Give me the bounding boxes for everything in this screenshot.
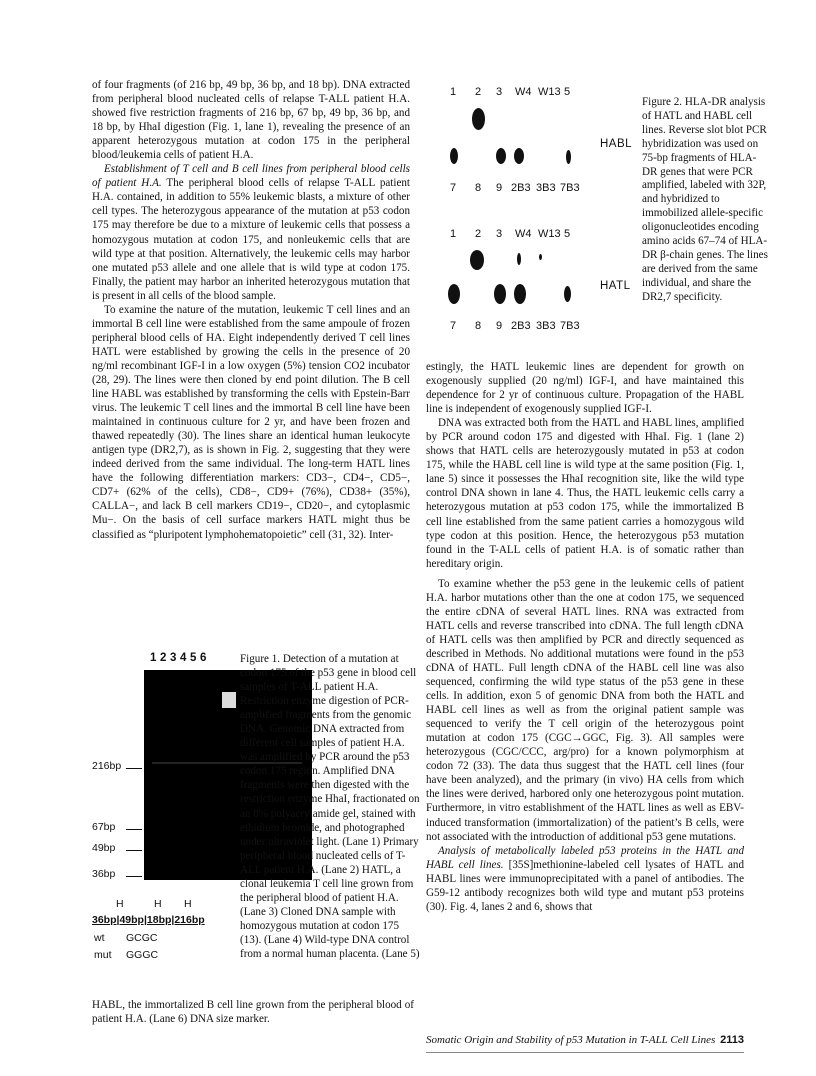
hybridization-spot: [448, 284, 460, 304]
hybridization-spot: [472, 108, 485, 130]
mut-label: mut: [94, 949, 112, 961]
lane-label: 2B3: [511, 182, 531, 194]
fragment-map: 36bp|49bp|18bp|216bp: [92, 914, 205, 926]
size-marker-tick: [126, 768, 142, 769]
lane-label: 5: [564, 228, 571, 240]
right-text-column: [426, 360, 744, 914]
hybridization-spot: [450, 148, 458, 164]
lane-label: 3: [496, 228, 503, 240]
size-marker-label: 67bp: [92, 821, 116, 833]
gel-band: [222, 692, 236, 708]
hybridization-spot: [470, 250, 484, 270]
hatl-label: HATL: [600, 280, 631, 292]
lane-label: 8: [475, 182, 482, 194]
hybridization-spot: [564, 286, 571, 302]
figure-1-caption-continued: HABL, the immortalized B cell line grown from the peripheral blood of patient H.A. (Lane 6) DNA size marker.: [92, 999, 414, 1026]
hybridization-spot: [517, 253, 521, 265]
lane-label: W13: [538, 86, 561, 98]
page-number: 2113: [720, 1034, 744, 1046]
figure-2-caption: Figure 2. HLA-DR analysis of HATL and HABL cell lines. Reverse slot blot PCR hybridization was used on 75-bp fragments of HLA-DR genes that were PCR amplified, labeled with 32P, and hybridized to immobilized allele-specific oligonucleotides encoding amino acids 67–74 of HLA-DR β-chain genes. The lines are derived from the same individual, and share the DR2,7 specificity.: [642, 96, 768, 303]
lane-label: 3B3: [536, 182, 556, 194]
hybridization-spot: [494, 284, 506, 304]
figure-1-caption: Figure 1. Detection of a mutation at codon 175 of the p53 gene in blood cell samples of T-ALL patient H.A. Restriction enzyme digestion of PCR-amplified fragments from the genomic DNA. Genomic DNA extracted from different cell samples of patient H.A. was amplified by PCR around the p53 codon 175 region. Amplified DNA fragments were then digested with the restriction enzyme HhaI, fractionated on an 8% polyacrylamide gel, stained with ethidium bromide, and photographed under ultraviolet light. (Lane 1) Primary peripheral blood nucleated cells of T-ALL patient H.A. (Lane 2) HATL, a clonal leukemia T cell line grown from the peripheral blood of patient H.A. (Lane 3) Cloned DNA sample with homozygous mutation at codon 175 (13). (Lane 4) Wild-type DNA control from a normal human placenta. (Lane 5): [240, 653, 420, 960]
size-marker-label: 216bp: [92, 760, 122, 772]
paragraph-body: The peripheral blood cells of relapse T-ALL patient H.A. contained, in addition to 55% leukemic blasts, a mixture of other cell types. The heterozygous appearance of the mutation at p53 codon 175 may therefore be due to a mixture of leukemic cells that possess a homozygous mutation at codon 175, and nonleukemic cells that are wild type at that position. Alternatively, the leukemic cells may harbor one mutated p53 allele and one allele that is wild type at codon 175. Finally, the patient may harbor an inherited heterozygous mutation that is present in all cells of the blood sample.: [92, 177, 411, 302]
section-heading: Establishment of T cell and B cell lines from peripheral blood cells of patient H.A.: [92, 163, 410, 190]
hybridization-spot: [514, 148, 524, 164]
paragraph-body: [35S]methionine-labeled cell lysates of HATL and HABL lines were immunoprecipitated with a panel of antibodies. The G59-12 antibody recognizes both wild type and mutant p53 proteins (30). Fig. 4, lanes 2 and 6, shows that: [426, 858, 744, 913]
gel-lane-numbers: 123456: [150, 652, 210, 664]
lane-label: 1: [450, 86, 457, 98]
lane-label: 7: [450, 182, 457, 194]
paragraph: of four fragments (of 216 bp, 49 bp, 36 bp, and 18 bp). DNA extracted from peripheral blood nucleated cells of relapse T-ALL patient H.A. showed five restriction fragments of 216 bp, 67 bp, 49 bp, 36 bp, and 18 bp, by HhaI digestion (Fig. 1, lane 1), revealing the presence of an apparent heterozygous mutation at codon 175 in the peripheral blood/leukemia cells of patient H.A.: [92, 79, 410, 162]
lane-label: W4: [515, 86, 532, 98]
lane-label: 5: [564, 86, 571, 98]
size-marker-label: 36bp: [92, 868, 116, 880]
paragraph: DNA was extracted both from the HATL and HABL lines, amplified by PCR around codon 175 and digested with HhaI. Fig. 1 (lane 2) shows that HATL cells are heterozygously mutated in p53 at codon 175, while the HABL cell line is wild type at the same position (Fig. 1, lane 5) since it possesses the HhaI recognition site, like the wild type control DNA shown in lane 4. Thus, the HATL leukemic cells carry a heterozygous mutation at p53 codon 175, while the immortalized B cell line established from the same patient carries a homozygous wild type codon at this position. Hence, the heterozygous p53 mutation found in the T-ALL cells of patient H.A. is of somatic rather than hereditary origin.: [426, 417, 744, 570]
lane-label: 9: [496, 320, 503, 332]
lane-label: W4: [515, 228, 532, 240]
size-marker-tick: [126, 876, 142, 877]
left-text-column: [92, 78, 410, 542]
lane-label: 3: [496, 86, 503, 98]
lane-label: W13: [538, 228, 561, 240]
hhai-site-label: H: [154, 898, 162, 910]
hybridization-spot: [539, 254, 542, 260]
lane-label: 9: [496, 182, 503, 194]
running-title: Somatic Origin and Stability of p53 Mutation in T-ALL Cell Lines: [426, 1034, 716, 1046]
paragraph: [426, 844, 744, 914]
lane-label: 7B3: [560, 320, 580, 332]
figure-2: [432, 78, 768, 348]
hybridization-spot: [514, 284, 526, 304]
size-marker-tick: [126, 850, 142, 851]
wt-label: wt: [94, 932, 105, 944]
habl-label: HABL: [600, 138, 633, 150]
lane-label: 7: [450, 320, 457, 332]
page-footer: [426, 1034, 744, 1046]
hhai-site-label: H: [116, 898, 124, 910]
footer-rule: [426, 1052, 744, 1053]
paragraph: To examine the nature of the mutation, leukemic T cell lines and an immortal B cell line were established from the same ampoule of frozen peripheral blood cells of HA. Eight independently derived T cell lines HATL were established by growing the cells in the presence of 20 ng/ml recombinant IGF-I in a low oxygen (5%) tension CO2 incubator (28, 29). The lines were then cloned by end point dilution. The B cell line HABL was established by transforming the cells with Epstein-Barr virus. The leukemic T cell lines and the immortal B cell line have been maintained in continuous culture for 2 yr, and have been frozen and thawed repeatedly (30). The lines share an identical human leukocyte antigen type (DR2,7), as is shown in Fig. 2, suggesting that they were indeed derived from the same individual. The long-term HATL lines have the following differentiation markers: CD3−, CD4−, CD5−, CD7+ (62% of the cells), CD8−, CD9+ (76%), CD38+ (35%), CALLA−, and lack B cell markers CD19−, CD20−, and cytoplasmic Mu−. On the basis of cell surface markers HATL might thus be classified as “pluripotent lymphohematopoietic” cell (31, 32). Inter-: [92, 303, 410, 541]
lane-label: 2: [475, 228, 482, 240]
hybridization-spot: [566, 150, 571, 164]
paragraph: [92, 162, 410, 302]
size-marker-label: 49bp: [92, 842, 116, 854]
lane-label: 8: [475, 320, 482, 332]
lane-label: 2B3: [511, 320, 531, 332]
lane-label: 1: [450, 228, 457, 240]
mut-sequence: GGGC: [126, 949, 159, 961]
section-heading: Analysis of metabolically labeled p53 proteins in the HATL and HABL cell lines.: [426, 844, 744, 871]
size-marker-tick: [126, 829, 142, 830]
wt-sequence: GCGC: [126, 932, 158, 944]
lane-label: 3B3: [536, 320, 556, 332]
hhai-site-label: H: [184, 898, 192, 910]
lane-label: 2: [475, 86, 482, 98]
hybridization-spot: [496, 148, 506, 164]
paragraph: estingly, the HATL leukemic lines are dependent for growth on exogenously supplied (20 ng/ml) IGF-I, and have maintained this dependence for 2 yr of continuous culture. Propagation of the HABL line is independent of exogenously supplied IGF-I.: [426, 361, 744, 416]
paragraph: To examine whether the p53 gene in the leukemic cells of patient H.A. harbor mutations other than the one at codon 175, we sequenced the entire cDNA of several HATL lines. RNA was extracted from HATL cells and reverse transcribed into cDNA. The full length cDNA of HATL cells was then amplified by PCR and directly sequenced as described in Methods. No additional mutations were found in the p53 cDNA of HATL. Full length cDNA of the HABL cell line was also sequenced, confirming the wild type status of the p53 gene in these cells. In addition, exon 5 of genomic DNA from both the HATL and HABL cell lines as well as from the original patient sample was sequenced to verify the T cell origin of the heterozygous point mutation at codon 175 (CGC→GGC, Fig. 3). All samples were heterozygous (CGC/CCC, arg/pro) for a known polymorphism at codon 72 (33). The data thus suggest that the HATL cell lines (four have been analyzed), and the primary (in vivo) HA cells from which the lines were derived, harbored only one heterozygous point mutation. Furthermore, in vitro establishment of the HATL lines as well as EBV-induced transformation (immortalization) of the patient’s B cells, were not associated with the introduction of additional p53 gene mutations.: [426, 577, 744, 843]
lane-label: 7B3: [560, 182, 580, 194]
